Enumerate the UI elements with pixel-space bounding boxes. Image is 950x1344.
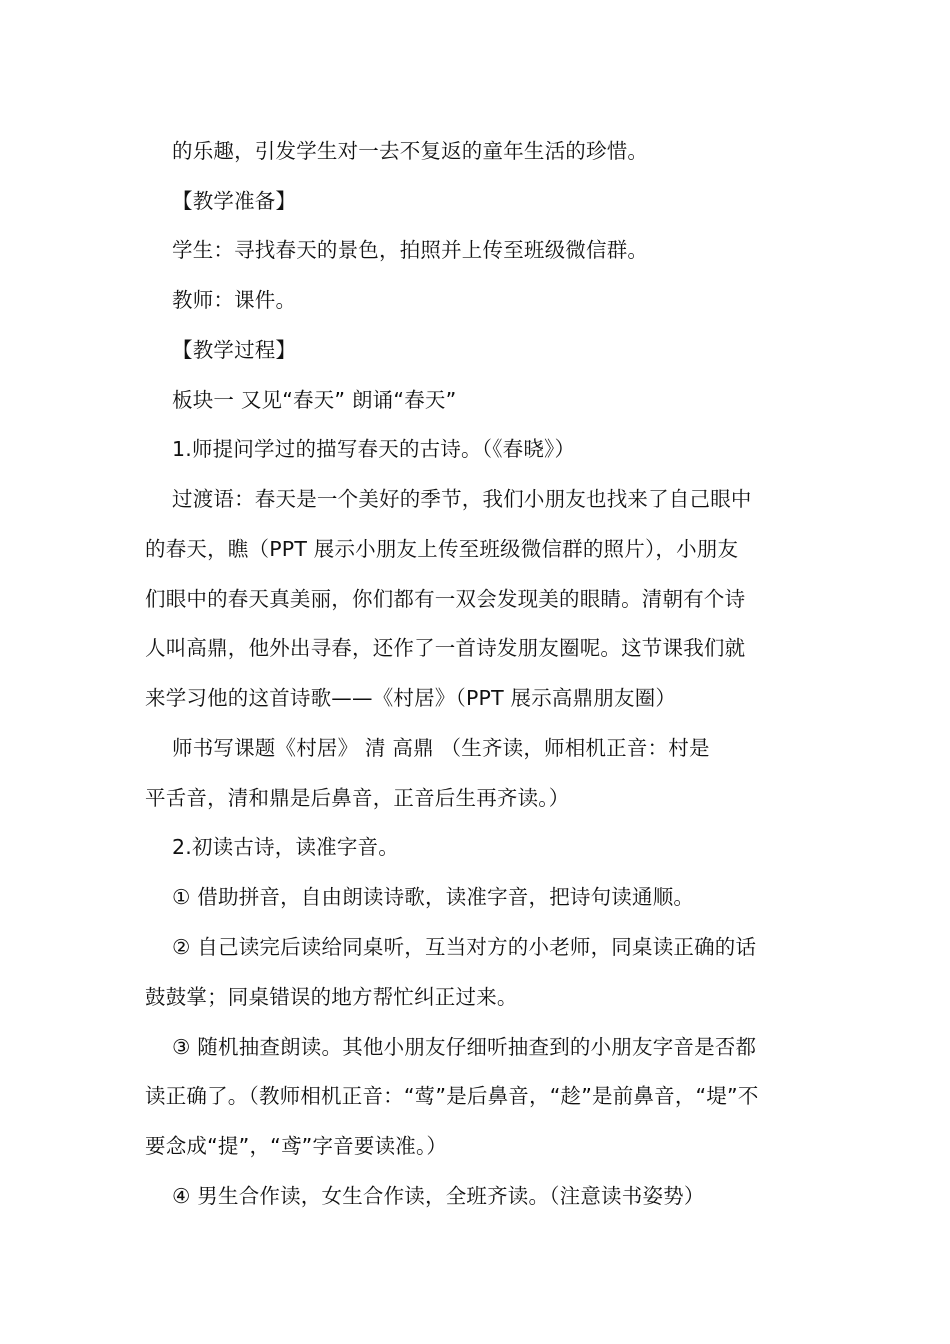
paragraph-line: 的春天，瞧（PPT 展示小朋友上传至班级微信群的照片），小朋友 [145,537,739,561]
block-heading: 板块一 又见“春天” 朗诵“春天” [172,388,457,412]
list-item: ③ 随机抽查朗读。其他小朋友仔细听抽查到的小朋友字音是否都 [172,1035,757,1059]
paragraph-line: 读正确了。（教师相机正音：“莺”是后鼻音，“趁”是前鼻音，“堤”不 [145,1084,759,1108]
paragraph-line: 鼓鼓掌；同桌错误的地方帮忙纠正过来。 [145,985,518,1009]
paragraph-line: 人叫高鼎，他外出寻春，还作了一首诗发朋友圈呢。这节课我们就 [145,636,746,660]
paragraph-line: 们眼中的春天真美丽，你们都有一双会发现美的眼睛。清朝有个诗 [145,587,746,611]
list-item: ② 自己读完后读给同桌听，互当对方的小老师，同桌读正确的话 [172,935,757,959]
paragraph-line: 要念成“提”，“鸢”字音要读准。） [145,1134,448,1158]
paragraph-line: 2.初读古诗，读准字音。 [172,835,399,859]
paragraph-line: 教师：课件。 [172,288,297,312]
paragraph-line: 学生：寻找春天的景色，拍照并上传至班级微信群。 [172,238,649,262]
paragraph-line: 1.师提问学过的描写春天的古诗。（《春晓》） [172,437,576,461]
section-heading: 【教学过程】 [172,338,297,362]
paragraph-line: 平舌音，清和鼎是后鼻音，正音后生再齐读。） [145,786,570,810]
section-heading: 【教学准备】 [172,189,297,213]
paragraph-line: 过渡语：春天是一个美好的季节，我们小朋友也找来了自己眼中 [172,487,752,511]
paragraph-line: 师书写课题《村居》 清 高鼎 （生齐读，师相机正音：村是 [172,736,710,760]
list-item: ① 借助拼音，自由朗读诗歌，读准字音，把诗句读通顺。 [172,885,695,909]
paragraph-line: 的乐趣，引发学生对一去不复返的童年生活的珍惜。 [172,139,649,163]
list-item: ④ 男生合作读，女生合作读，全班齐读。（注意读书姿势） [172,1184,705,1208]
paragraph-line: 来学习他的这首诗歌——《村居》（PPT 展示高鼎朋友圈） [145,686,677,710]
